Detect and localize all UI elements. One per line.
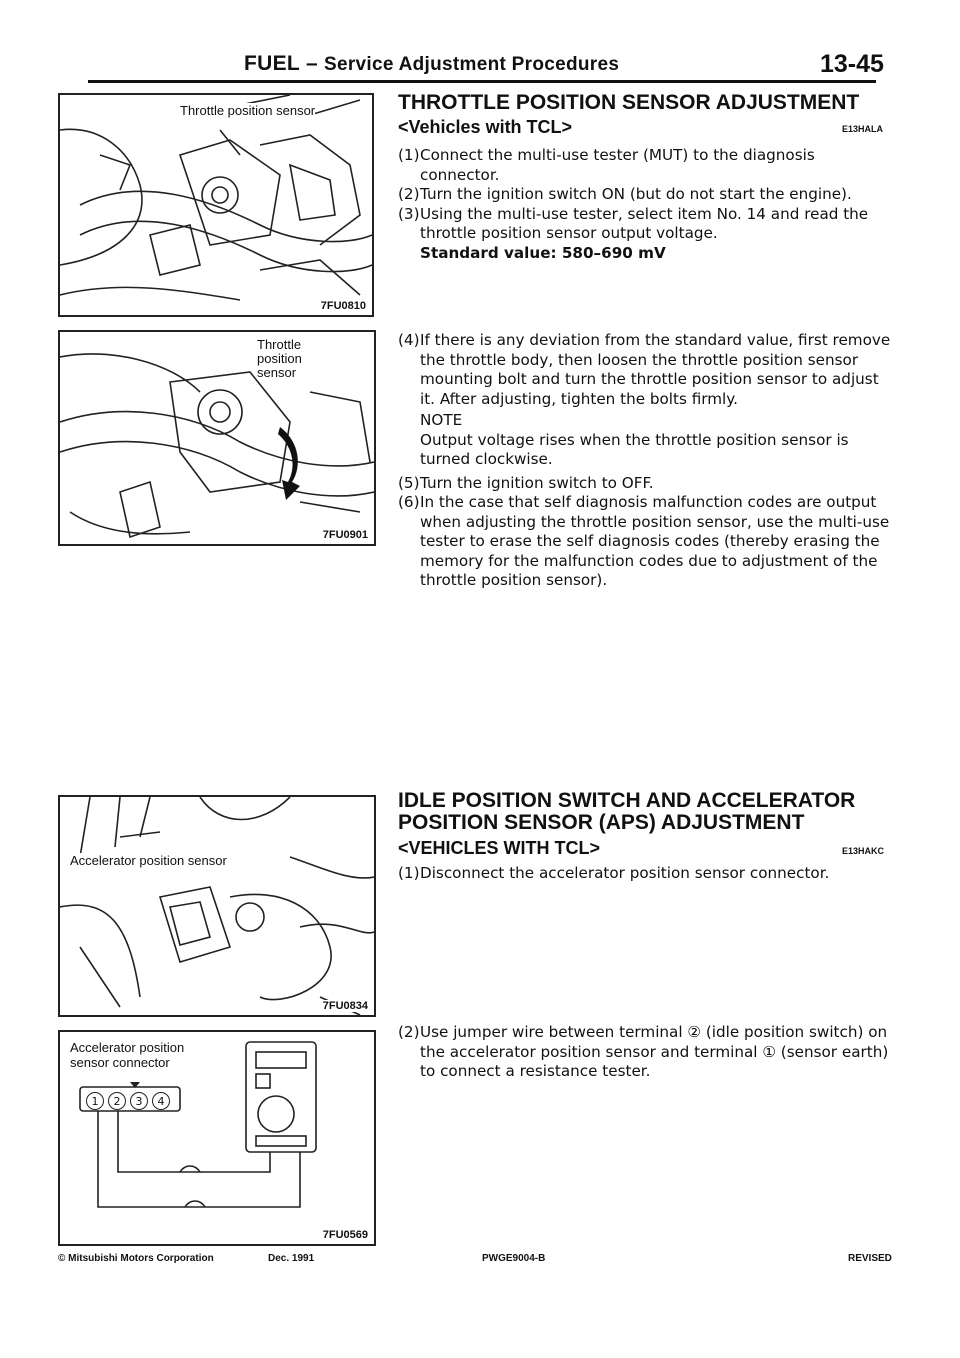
- header-dash: –: [306, 52, 319, 75]
- section-code-idle-switch: E13HAKC: [842, 846, 885, 856]
- footer-date: Dec. 1991: [268, 1253, 315, 1264]
- section-subtitle-throttle: <Vehicles with TCL>: [398, 117, 573, 137]
- section-title-throttle: THROTTLE POSITION SENSOR ADJUSTMENT: [398, 91, 860, 114]
- figure-label: Throttle position sensor: [257, 337, 302, 380]
- engine-illustration-2: [60, 332, 374, 544]
- page-number: 13-45: [820, 50, 884, 78]
- step-item: (6) In the case that self diagnosis malfunction codes are output when adjusting the throttle position sensor, use the multi-use tester to erase the self diagnosis codes (thereby erasing the memory for the malfunction codes due to adjustment of the throttle position sensor).: [398, 493, 890, 589]
- note-body: Output voltage rises when the throttle position sensor is turned clockwise.: [420, 430, 849, 468]
- figure-code: 7FU0569: [322, 1229, 368, 1241]
- section-subtitle-idle-switch: <VEHICLES WITH TCL>: [398, 838, 601, 858]
- pin-4: 4: [152, 1092, 170, 1110]
- footer-copyright: © Mitsubishi Motors Corporation: [58, 1253, 214, 1264]
- engine-illustration-1: [60, 95, 372, 315]
- figure-label: Accelerator position sensor connector: [70, 1040, 185, 1070]
- figure-accelerator-position-sensor: [58, 795, 376, 1017]
- step-item: (3) Using the multi-use tester, select item No. 14 and read the throttle position sensor output voltage.: [398, 204, 869, 242]
- header-subtitle: Service Adjustment Procedures: [324, 54, 620, 75]
- section-code-throttle: E13HALA: [842, 124, 884, 134]
- step-item: (1) Connect the multi-use tester (MUT) to the diagnosis connector.: [398, 146, 815, 184]
- throttle-steps-4-6: [398, 331, 898, 591]
- figure-connector-resistance-tester: [58, 1030, 376, 1246]
- section-title-idle-switch: IDLE POSITION SWITCH AND ACCELERATOR POSITION SENSOR (APS) ADJUSTMENT: [398, 789, 856, 834]
- figure-code: 7FU0901: [322, 529, 368, 541]
- figure-code: 7FU0810: [320, 300, 366, 312]
- figure-throttle-position-sensor: [58, 93, 374, 317]
- note-heading: NOTE: [420, 411, 463, 429]
- footer-doc-code: PWGE9004-B: [482, 1253, 546, 1264]
- figure-throttle-sensor-rotation: [58, 330, 376, 546]
- pin-3: 3: [130, 1092, 148, 1110]
- aps-step-1: [398, 864, 898, 884]
- figure-label: Throttle position sensor: [180, 103, 316, 118]
- connector-pins: [86, 1092, 170, 1110]
- standard-value: Standard value: 580–690 mV: [420, 243, 666, 262]
- pin-2: 2: [108, 1092, 126, 1110]
- pin-1: 1: [86, 1092, 104, 1110]
- step-item: (5) Turn the ignition switch to OFF.: [398, 473, 654, 492]
- figure-code: 7FU0834: [322, 1000, 368, 1012]
- step-item: (2) Use jumper wire between terminal ② (idle position switch) on the accelerator position sensor and terminal ① (sensor earth) to connect a resistance tester.: [398, 1023, 889, 1080]
- header-rule: [88, 80, 876, 83]
- page-header: [244, 52, 619, 76]
- aps-step-2: [398, 1023, 898, 1082]
- figure-label: Accelerator position sensor: [70, 853, 227, 868]
- section-name: FUEL: [244, 52, 301, 75]
- step-item: (2) Turn the ignition switch ON (but do not start the engine).: [398, 185, 852, 203]
- accelerator-illustration: [60, 797, 374, 1015]
- footer-status: REVISED: [848, 1253, 892, 1264]
- step-item: (1) Disconnect the accelerator position sensor connector.: [398, 864, 830, 882]
- step-item: (4) If there is any deviation from the standard value, first remove the throttle body, then loosen the throttle position sensor mounting bolt and turn the throttle position sensor to adjust it. After adjusting, tighten the bolts firmly.: [398, 331, 891, 408]
- throttle-steps-1-3: [398, 146, 898, 263]
